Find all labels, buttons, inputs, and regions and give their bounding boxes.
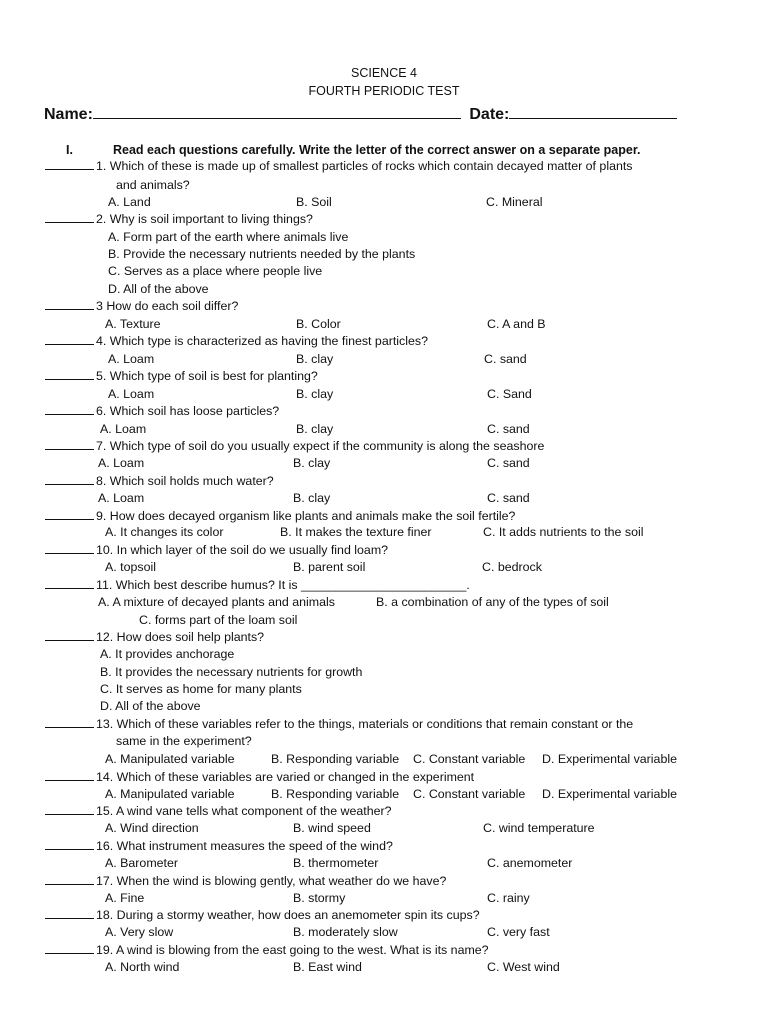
question-15 bbox=[45, 803, 392, 820]
option: C. very fast bbox=[487, 925, 550, 939]
test-title: FOURTH PERIODIC TEST bbox=[308, 84, 460, 98]
option: B. clay bbox=[293, 456, 331, 470]
option: A. Loam bbox=[98, 456, 145, 470]
option: C. rainy bbox=[487, 891, 530, 905]
option: B. East wind bbox=[293, 960, 362, 974]
option: A. North wind bbox=[105, 960, 180, 974]
option: B. a combination of any of the types of soil bbox=[376, 595, 609, 609]
question-text: 8. Which soil holds much water? bbox=[96, 474, 274, 488]
option: C. wind temperature bbox=[483, 821, 595, 835]
answer-blank bbox=[45, 542, 94, 554]
question-10 bbox=[45, 542, 388, 559]
question-17 bbox=[45, 873, 446, 890]
option: C. sand bbox=[487, 422, 530, 436]
answer-blank bbox=[45, 508, 94, 520]
option: A. Texture bbox=[105, 317, 161, 331]
question-8 bbox=[45, 473, 274, 490]
question-text: 7. Which type of soil do you usually expect if the community is along the seashore bbox=[96, 439, 545, 453]
question-text: 14. Which of these variables are varied or changed in the experiment bbox=[96, 770, 475, 784]
question-continuation: and animals? bbox=[116, 178, 190, 192]
answer-blank bbox=[45, 158, 94, 170]
option: B. Provide the necessary nutrients needed by the plants bbox=[108, 247, 416, 261]
option: C. Serves as a place where people live bbox=[108, 264, 323, 278]
option: C. anemometer bbox=[487, 856, 573, 870]
option: A. Loam bbox=[100, 422, 147, 436]
name-label: Name: bbox=[44, 106, 93, 123]
instructions-number: I. bbox=[66, 143, 73, 157]
question-text: 6. Which soil has loose particles? bbox=[96, 404, 280, 418]
question-6 bbox=[45, 403, 279, 420]
answer-blank bbox=[45, 368, 94, 380]
option: B. Color bbox=[296, 317, 341, 331]
question-2 bbox=[45, 211, 313, 228]
question-3 bbox=[45, 298, 238, 315]
option: A. It changes its color bbox=[105, 525, 224, 539]
option: A. It provides anchorage bbox=[100, 647, 235, 661]
option: B. clay bbox=[296, 387, 334, 401]
option: C. Constant variable bbox=[413, 787, 526, 801]
question-16 bbox=[45, 838, 393, 855]
question-text: 16. What instrument measures the speed of the wind? bbox=[96, 839, 393, 853]
answer-blank bbox=[45, 716, 94, 728]
question-19 bbox=[45, 942, 489, 959]
option: C. Sand bbox=[487, 387, 532, 401]
question-11 bbox=[45, 577, 470, 594]
question-text: 5. Which type of soil is best for planting? bbox=[96, 369, 318, 383]
answer-blank bbox=[45, 577, 94, 589]
question-text: 13. Which of these variables refer to the things, materials or conditions that remain constant or the bbox=[96, 717, 634, 731]
question-7 bbox=[45, 438, 544, 455]
question-13 bbox=[45, 716, 633, 733]
option: B. thermometer bbox=[293, 856, 379, 870]
answer-blank bbox=[45, 333, 94, 345]
option: B. clay bbox=[296, 352, 334, 366]
option: A. Loam bbox=[98, 491, 145, 505]
question-18 bbox=[45, 907, 480, 924]
name-line bbox=[93, 104, 461, 119]
question-text: 3 How do each soil differ? bbox=[96, 299, 239, 313]
answer-blank bbox=[45, 769, 94, 781]
answer-blank bbox=[45, 403, 94, 415]
option: B. Responding variable bbox=[271, 787, 400, 801]
option: B. Soil bbox=[296, 195, 332, 209]
question-12 bbox=[45, 629, 264, 646]
question-4 bbox=[45, 333, 428, 350]
option: A. Loam bbox=[108, 387, 155, 401]
answer-blank bbox=[45, 838, 94, 850]
date-line bbox=[509, 104, 677, 119]
question-text: 12. How does soil help plants? bbox=[96, 630, 265, 644]
option: C. Constant variable bbox=[413, 752, 526, 766]
option: A. A mixture of decayed plants and animals bbox=[98, 595, 335, 609]
question-text: 11. Which best describe humus? It is ________________________. bbox=[96, 578, 470, 592]
option: B. It makes the texture finer bbox=[280, 525, 432, 539]
option: D. Experimental variable bbox=[542, 752, 677, 766]
question-text: 4. Which type is characterized as having the finest particles? bbox=[96, 334, 428, 348]
question-text: 18. During a stormy weather, how does an anemometer spin its cups? bbox=[96, 908, 480, 922]
option: A. Wind direction bbox=[105, 821, 199, 835]
question-text: 2. Why is soil important to living things? bbox=[96, 212, 313, 226]
date-label: Date: bbox=[469, 106, 510, 123]
question-text: 9. How does decayed organism like plants and animals make the soil fertile? bbox=[96, 509, 516, 523]
option: C. forms part of the loam soil bbox=[139, 613, 298, 627]
answer-blank bbox=[45, 873, 94, 885]
question-14 bbox=[45, 769, 474, 786]
question-9 bbox=[45, 508, 515, 525]
question-text: 10. In which layer of the soil do we usually find loam? bbox=[96, 543, 389, 557]
option: A. topsoil bbox=[105, 560, 156, 574]
option: D. All of the above bbox=[100, 699, 201, 713]
option: A. Barometer bbox=[105, 856, 178, 870]
answer-blank bbox=[45, 438, 94, 450]
option: A. Very slow bbox=[105, 925, 174, 939]
option: B. moderately slow bbox=[293, 925, 398, 939]
question-continuation: same in the experiment? bbox=[116, 734, 252, 748]
option: C. sand bbox=[487, 456, 530, 470]
option: C. Mineral bbox=[486, 195, 543, 209]
question-5 bbox=[45, 368, 318, 385]
question-text: 1. Which of these is made up of smallest particles of rocks which contain decayed matter of plants bbox=[96, 159, 633, 173]
option: B. clay bbox=[293, 491, 331, 505]
option: A. Manipulated variable bbox=[105, 787, 235, 801]
option: A. Manipulated variable bbox=[105, 752, 235, 766]
option: C. West wind bbox=[487, 960, 560, 974]
answer-blank bbox=[45, 211, 94, 223]
subject-title: SCIENCE 4 bbox=[351, 66, 417, 80]
answer-blank bbox=[45, 942, 94, 954]
option: B. stormy bbox=[293, 891, 346, 905]
option: A. Land bbox=[108, 195, 151, 209]
option: B. wind speed bbox=[293, 821, 371, 835]
question-text: 15. A wind vane tells what component of the weather? bbox=[96, 804, 392, 818]
option: D. Experimental variable bbox=[542, 787, 677, 801]
option: A. Fine bbox=[105, 891, 145, 905]
question-text: 17. When the wind is blowing gently, what weather do we have? bbox=[96, 874, 447, 888]
answer-blank bbox=[45, 629, 94, 641]
option: B. Responding variable bbox=[271, 752, 400, 766]
option: B. clay bbox=[296, 422, 334, 436]
option: A. Form part of the earth where animals live bbox=[108, 230, 349, 244]
answer-blank bbox=[45, 907, 94, 919]
option: C. sand bbox=[484, 352, 527, 366]
option: D. All of the above bbox=[108, 282, 209, 296]
answer-blank bbox=[45, 803, 94, 815]
option: C. sand bbox=[487, 491, 530, 505]
option: C. bedrock bbox=[482, 560, 542, 574]
answer-blank bbox=[45, 298, 94, 310]
option: C. It adds nutrients to the soil bbox=[483, 525, 644, 539]
option: B. It provides the necessary nutrients for growth bbox=[100, 665, 363, 679]
name-date-row bbox=[44, 104, 677, 124]
option: B. parent soil bbox=[293, 560, 366, 574]
question-1 bbox=[45, 158, 633, 175]
question-text: 19. A wind is blowing from the east going to the west. What is its name? bbox=[96, 943, 489, 957]
option: C. A and B bbox=[487, 317, 546, 331]
instructions-text: Read each questions carefully. Write the letter of the correct answer on a separate paper. bbox=[113, 143, 641, 157]
answer-blank bbox=[45, 473, 94, 485]
option: A. Loam bbox=[108, 352, 155, 366]
option: C. It serves as home for many plants bbox=[100, 682, 302, 696]
